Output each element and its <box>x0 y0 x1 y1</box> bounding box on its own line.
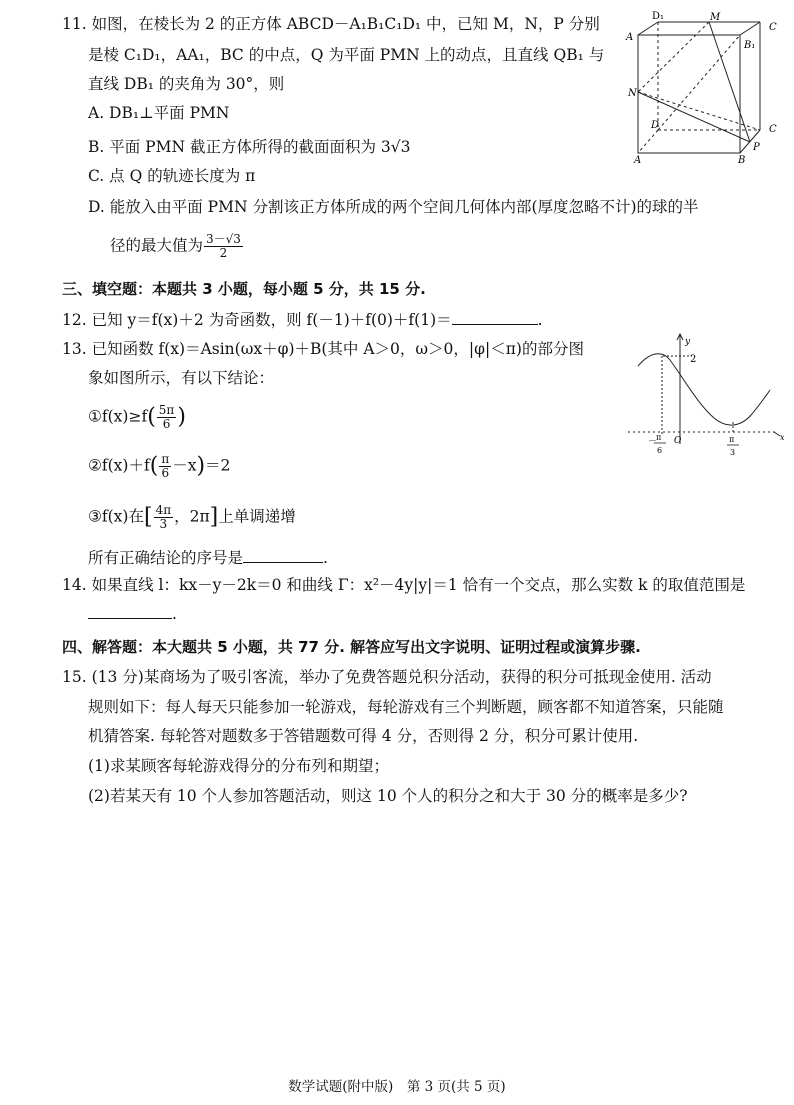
fraction-denominator: 6 <box>161 466 170 480</box>
label-d1: D₁ <box>652 11 665 22</box>
q13-conclusion-1 <box>88 404 186 431</box>
label-b: B <box>738 155 746 165</box>
q12-end: . <box>537 311 543 329</box>
fraction-numerator: 5π <box>158 403 175 417</box>
label-n: N <box>628 88 637 99</box>
c3-mid: ，2π <box>174 507 210 526</box>
q11-line2: 是棱 C₁D₁，AA₁，BC 的中点，Q 为平面 PMN 上的动点，且直线 QB₁ 与 <box>88 46 605 64</box>
section-3-heading: 三、填空题：本题共 3 小题，每小题 5 分，共 15 分. <box>62 280 426 298</box>
q13-line2: 象如图所示，有以下结论： <box>88 369 275 387</box>
c1-prefix: ①f(x)≥f <box>88 407 148 426</box>
q11-option-d-line1: D. 能放入由平面 PMN 分割该正方体所成的两个空间几何体内部(厚度忽略不计)的球的半 <box>88 198 699 216</box>
q14-end: . <box>172 605 177 623</box>
q11-line1: 11. 如图，在棱长为 2 的正方体 ABCD－A₁B₁C₁D₁ 中，已知 M，N，P 分别 <box>62 15 600 33</box>
left-paren: ( <box>149 453 159 479</box>
q11-option-d-prefix: 径的最大值为 <box>110 236 204 255</box>
q12-answer-blank <box>452 310 538 325</box>
q13-answer-blank <box>243 548 323 563</box>
right-paren: ) <box>177 404 186 430</box>
graph-max-label: 2 <box>690 354 697 365</box>
label-m: M <box>710 12 721 23</box>
q15-sub2: (2)若某天有 10 个人参加答题活动，则这 10 个人的积分之和大于 30 分的概率是多少? <box>88 787 688 805</box>
right-bracket: ] <box>209 504 219 530</box>
fraction-denominator: 3 <box>159 517 168 531</box>
fraction-numerator: π <box>161 452 170 466</box>
tick-pos-den: 3 <box>730 448 736 457</box>
q13-ask-text: 所有正确结论的序号是 <box>88 549 244 567</box>
tick-neg-num: π <box>656 433 662 442</box>
cube-figure <box>620 10 790 165</box>
c2-post: －x <box>172 456 197 475</box>
q11-option-a: A. DB₁⊥平面 PMN <box>88 104 230 122</box>
label-c1: C <box>769 22 777 33</box>
label-a: A <box>634 155 642 165</box>
page-footer: 数学试题(附中版) 第 3 页(共 5 页) <box>288 1079 506 1095</box>
tick-pos-num: π <box>729 435 735 444</box>
left-paren: ( <box>147 404 156 430</box>
q14-line2 <box>88 603 177 625</box>
q13-line1: 13. 已知函数 f(x)＝Asin(ωx＋φ)＋B(其中 A＞0，ω＞0，|φ|＜π)的部分图 <box>62 340 584 358</box>
q13-conclusion-2 <box>88 453 230 480</box>
tick-neg-den: 6 <box>657 446 663 455</box>
c2-prefix: ②f(x)＋f <box>88 456 150 475</box>
fraction-denominator: 2 <box>219 246 228 260</box>
q13-conclusion-3 <box>88 504 296 531</box>
fraction-denominator: 6 <box>162 417 171 431</box>
label-b1: B₁ <box>744 40 756 51</box>
q12-text: 12. 已知 y＝f(x)＋2 为奇函数，则 f(－1)＋f(0)＋f(1)＝ <box>62 311 452 329</box>
c3-fraction <box>154 504 174 531</box>
sine-graph <box>628 332 788 472</box>
label-a1: A <box>626 32 634 43</box>
q14-line1: 14. 如果直线 l：kx－y－2k＝0 和曲线 Γ：x²－4y|y|＝1 恰有一个交点，那么实数 k 的取值范围是 <box>62 576 746 594</box>
right-paren: ) <box>196 453 206 479</box>
q14-answer-blank <box>88 604 172 619</box>
q11-option-d-line2 <box>110 233 244 260</box>
q12 <box>62 309 543 331</box>
tick-neg-sign: － <box>648 437 658 447</box>
q11-option-d-fraction <box>204 233 243 260</box>
c2-end: ＝2 <box>205 456 231 475</box>
q11-line3: 直线 DB₁ 的夹角为 30°，则 <box>88 75 285 93</box>
label-c: C <box>769 124 777 135</box>
q15-line2: 规则如下：每人每天只能参加一轮游戏，每轮游戏有三个判断题，顾客都不知道答案，只能随 <box>88 698 724 716</box>
left-bracket: [ <box>143 504 153 530</box>
q13-end: . <box>323 549 328 567</box>
c1-fraction <box>157 404 177 431</box>
q15-line3: 机猜答案. 每轮答对题数多于答错题数可得 4 分，否则得 2 分，积分可累计使用. <box>88 727 639 745</box>
q11-option-b: B. 平面 PMN 截正方体所得的截面面积为 3√3 <box>88 138 411 156</box>
graph-y-label: y <box>685 337 691 347</box>
q11-option-c: C. 点 Q 的轨迹长度为 π <box>88 167 256 185</box>
c2-fraction <box>159 453 171 480</box>
c3-post: 上单调递增 <box>218 507 296 526</box>
q15-line1: 15. (13 分)某商场为了吸引客流，举办了免费答题兑积分活动，获得的积分可抵现金使用. 活动 <box>62 668 712 686</box>
fraction-numerator: 3－√3 <box>206 232 241 246</box>
fraction-numerator: 4π <box>155 503 172 517</box>
section-4-heading: 四、解答题：本大题共 5 小题，共 77 分. 解答应写出文字说明、证明过程或演算步骤. <box>62 638 641 656</box>
q13-ask <box>88 547 328 569</box>
q15-sub1: (1)求某顾客每轮游戏得分的分布列和期望； <box>88 757 389 775</box>
graph-x-label: x <box>780 433 785 442</box>
label-d: D <box>651 120 660 131</box>
label-p: P <box>753 142 760 153</box>
c3-prefix: ③f(x)在 <box>88 507 144 526</box>
graph-origin: O <box>674 436 682 446</box>
